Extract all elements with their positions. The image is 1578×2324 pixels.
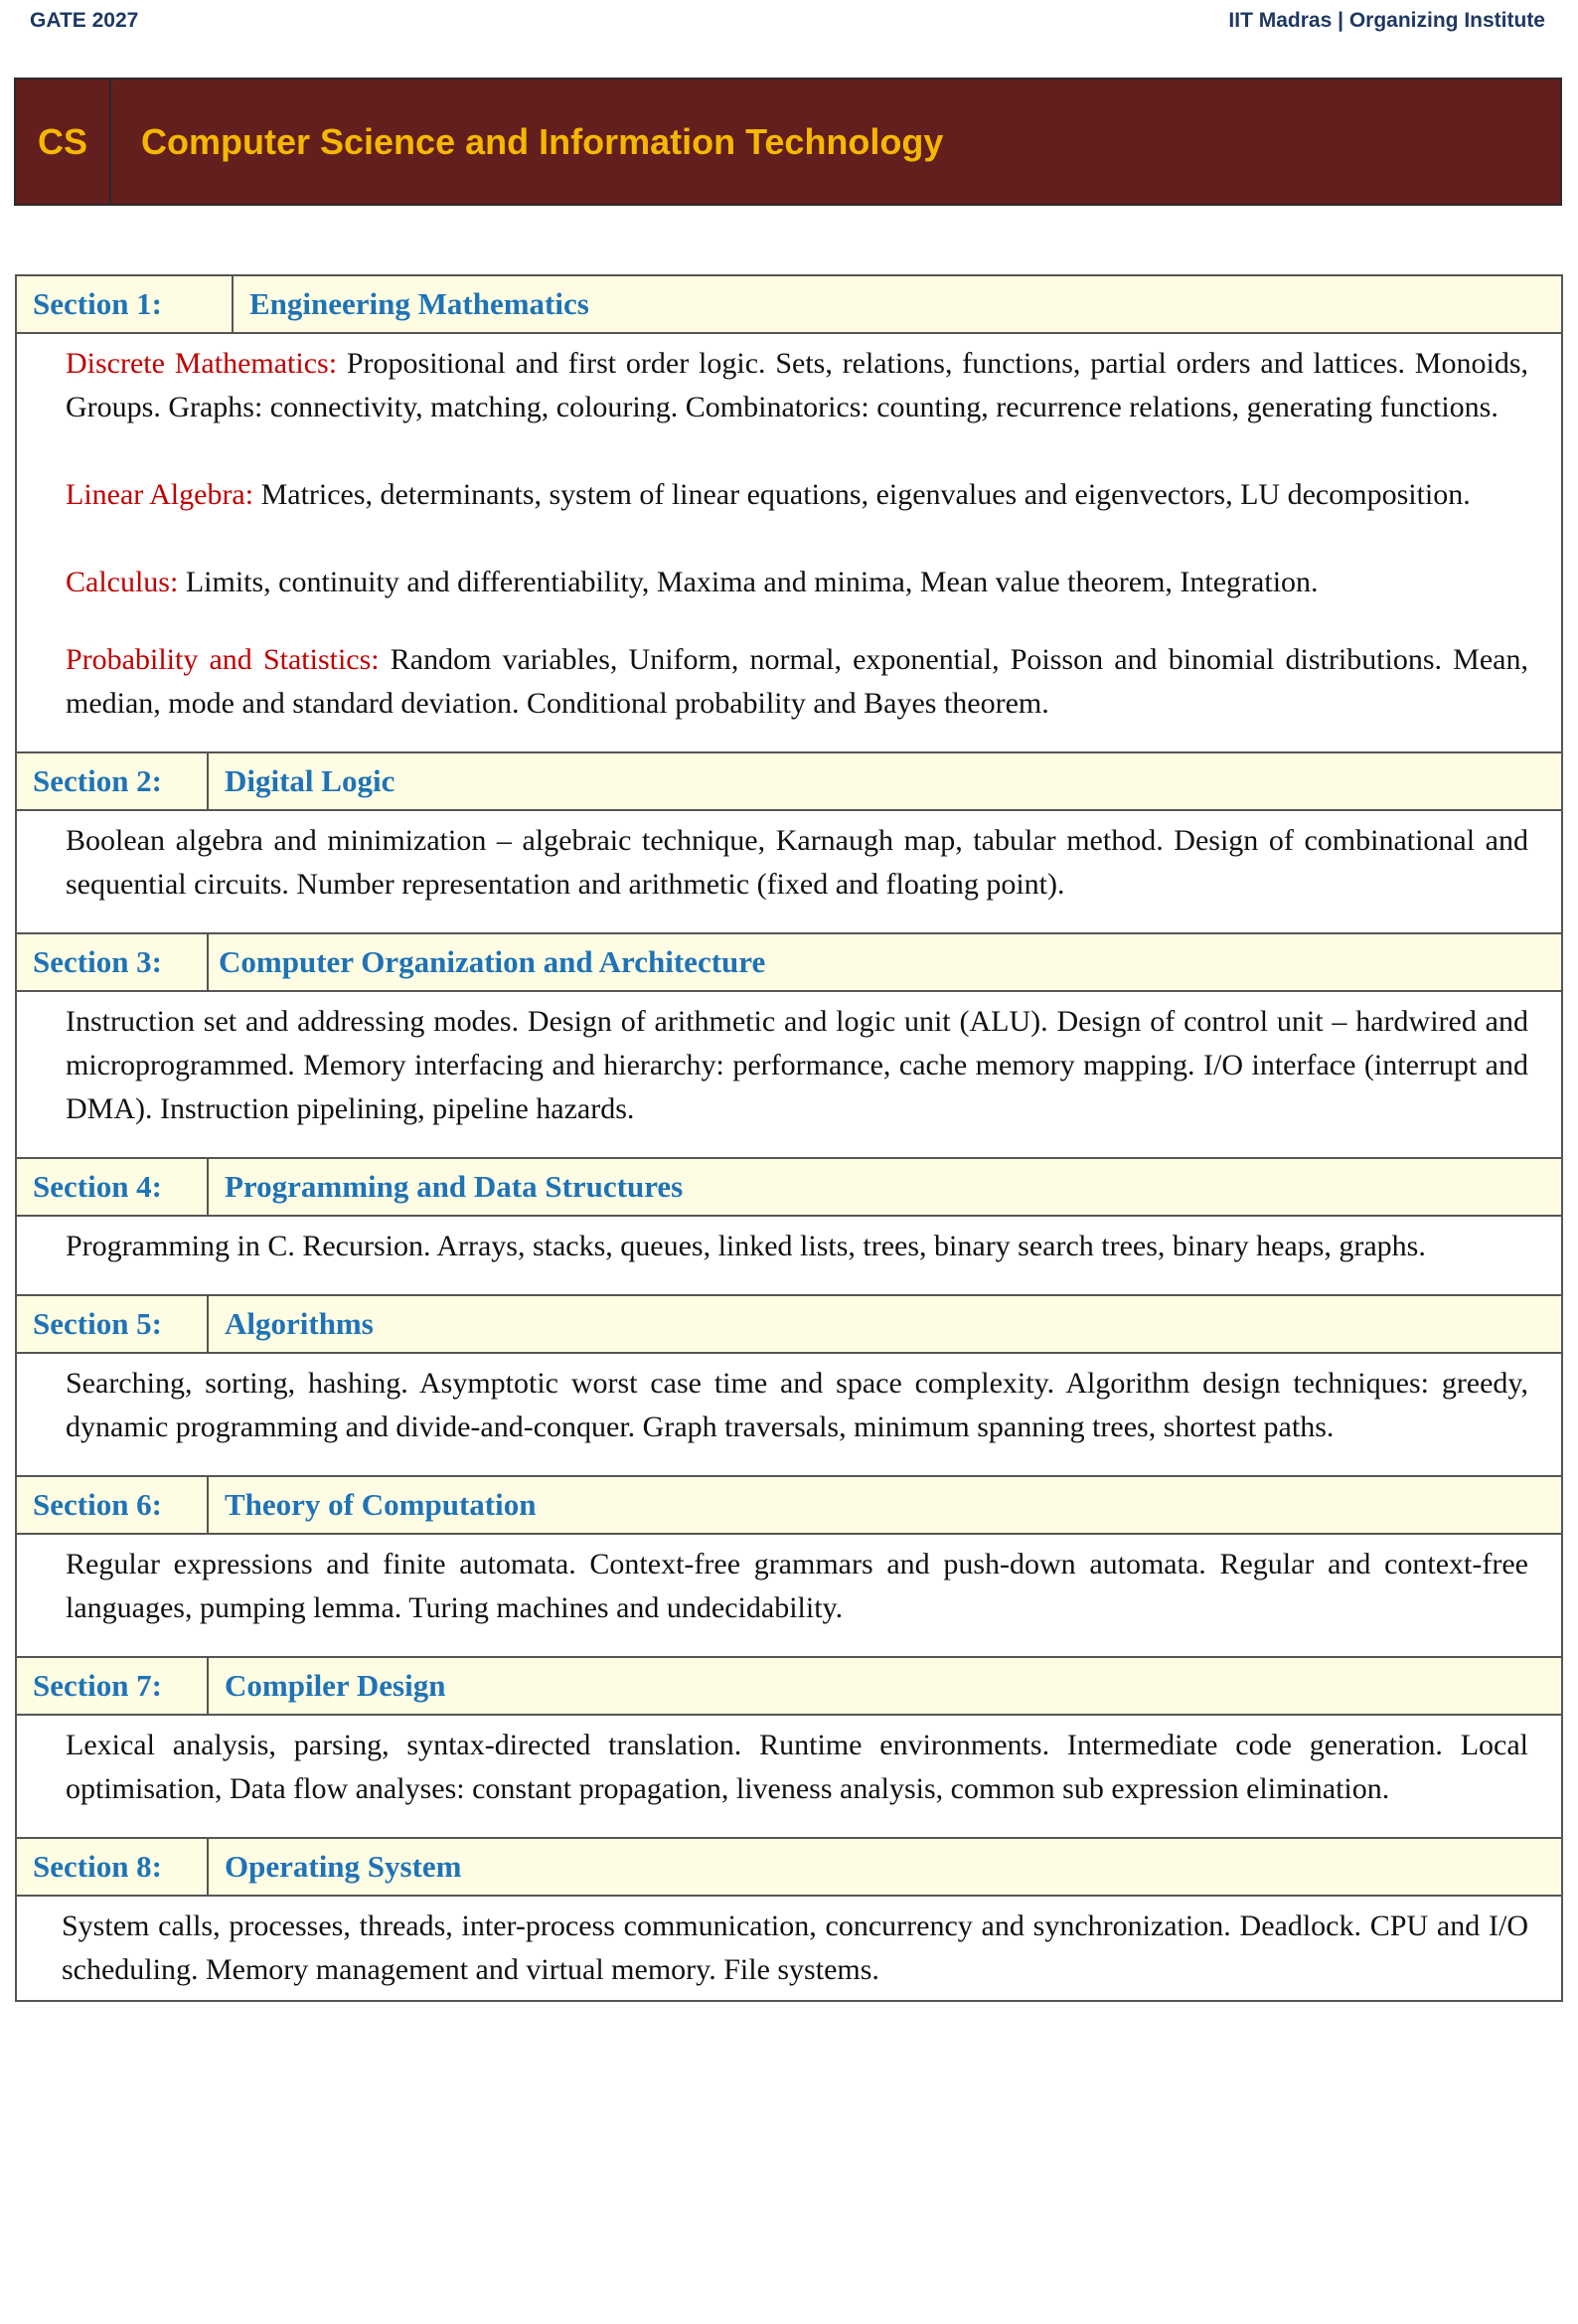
section-header	[17, 1658, 1561, 1716]
section-name: Operating System	[225, 1849, 462, 1884]
section-name: Digital Logic	[225, 763, 395, 798]
paper-code: CS	[16, 80, 111, 204]
section-number: Section 7:	[17, 1658, 209, 1714]
topic-paragraph	[66, 473, 1528, 517]
section-text: Lexical analysis, parsing, syntax-directed translation. Runtime environments. Intermediate code generation. Local optimisation, Data flow analyses: constant propagation, liveness analysis, common sub expression elimination.	[66, 1729, 1528, 1805]
section-number: Section 6:	[17, 1477, 209, 1533]
section-header	[17, 276, 1561, 334]
section-header	[17, 934, 1561, 992]
organizing-institute: IIT Madras | Organizing Institute	[1228, 9, 1545, 32]
topic-paragraph	[66, 342, 1528, 429]
topic-text: Random variables, Uniform, normal, exponential, Poisson and binomial distributions. Mean, median, mode and standard deviation. Conditional probability and Bayes theorem.	[66, 643, 1528, 720]
section-name: Computer Organization and Architecture	[219, 944, 766, 979]
section-4	[17, 1159, 1561, 1296]
topic-label: Calculus:	[66, 566, 179, 598]
paper-banner	[14, 78, 1562, 206]
section-name: Engineering Mathematics	[249, 286, 589, 321]
section-content	[17, 1354, 1561, 1475]
topic-paragraph	[66, 638, 1528, 726]
section-1	[17, 276, 1561, 753]
section-content	[17, 334, 1561, 751]
topic-text: Limits, continuity and differentiability, Maxima and minima, Mean value theorem, Integration.	[178, 566, 1319, 598]
section-number: Section 3:	[17, 934, 209, 990]
topic-paragraph	[66, 561, 1528, 604]
section-3	[17, 934, 1561, 1159]
section-header	[17, 1296, 1561, 1354]
section-7	[17, 1658, 1561, 1839]
section-header	[17, 1477, 1561, 1535]
topic-label: Probability and Statistics:	[66, 643, 380, 676]
section-text: Programming in C. Recursion. Arrays, stacks, queues, linked lists, trees, binary search trees, binary heaps, graphs.	[66, 1230, 1426, 1262]
section-content	[17, 811, 1561, 932]
section-name: Algorithms	[225, 1306, 374, 1341]
section-content	[17, 992, 1561, 1157]
section-content	[17, 1217, 1561, 1294]
exam-name: GATE 2027	[30, 9, 139, 32]
section-2	[17, 753, 1561, 934]
syllabus-table	[15, 274, 1563, 2002]
section-number: Section 5:	[17, 1296, 209, 1352]
section-name: Programming and Data Structures	[225, 1169, 684, 1204]
section-number: Section 2:	[17, 753, 209, 809]
section-content	[17, 1897, 1561, 2000]
section-header	[17, 1839, 1561, 1897]
section-content	[17, 1535, 1561, 1656]
section-number: Section 1:	[17, 276, 234, 332]
section-6	[17, 1477, 1561, 1658]
section-number: Section 8:	[17, 1839, 209, 1895]
section-text: Searching, sorting, hashing. Asymptotic worst case time and space complexity. Algorithm design techniques: greedy, dynamic programming and divide-and-conquer. Graph traversals, minimum spanning trees, shortest paths.	[66, 1367, 1528, 1443]
section-header	[17, 753, 1561, 811]
section-8	[17, 1839, 1561, 2000]
section-text: Boolean algebra and minimization – algebraic technique, Karnaugh map, tabular method. Design of combinational and sequential circuits. Number representation and arithmetic (fixed and floating point).	[66, 824, 1528, 901]
section-text: Regular expressions and finite automata. Context-free grammars and push-down automata. Regular and context-free languages, pumping lemma. Turing machines and undecidability.	[66, 1548, 1528, 1624]
topic-text: Propositional and first order logic. Sets, relations, functions, partial orders and lattices. Monoids, Groups. Graphs: connectivity, matching, colouring. Combinatorics: counting, recurrence relations, generating functions.	[66, 347, 1528, 423]
section-header	[17, 1159, 1561, 1217]
section-content	[17, 1716, 1561, 1837]
section-5	[17, 1296, 1561, 1477]
topic-label: Discrete Mathematics:	[66, 347, 338, 380]
topic-label: Linear Algebra:	[66, 478, 254, 511]
section-number: Section 4:	[17, 1159, 209, 1215]
section-name: Theory of Computation	[225, 1487, 537, 1522]
paper-title: Computer Science and Information Technology	[141, 120, 944, 162]
section-text: Instruction set and addressing modes. Design of arithmetic and logic unit (ALU). Design of control unit – hardwired and microprogrammed. Memory interfacing and hierarchy: performance, cache memory mapping. I/O interface (interrupt and DMA). Instruction pipelining, pipeline hazards.	[66, 1005, 1528, 1125]
section-name: Compiler Design	[225, 1668, 446, 1703]
topic-text: Matrices, determinants, system of linear equations, eigenvalues and eigenvectors, LU decomposition.	[253, 478, 1471, 511]
section-text: System calls, processes, threads, inter-process communication, concurrency and synchronization. Deadlock. CPU and I/O scheduling. Memory management and virtual memory. File systems.	[62, 1909, 1528, 1986]
